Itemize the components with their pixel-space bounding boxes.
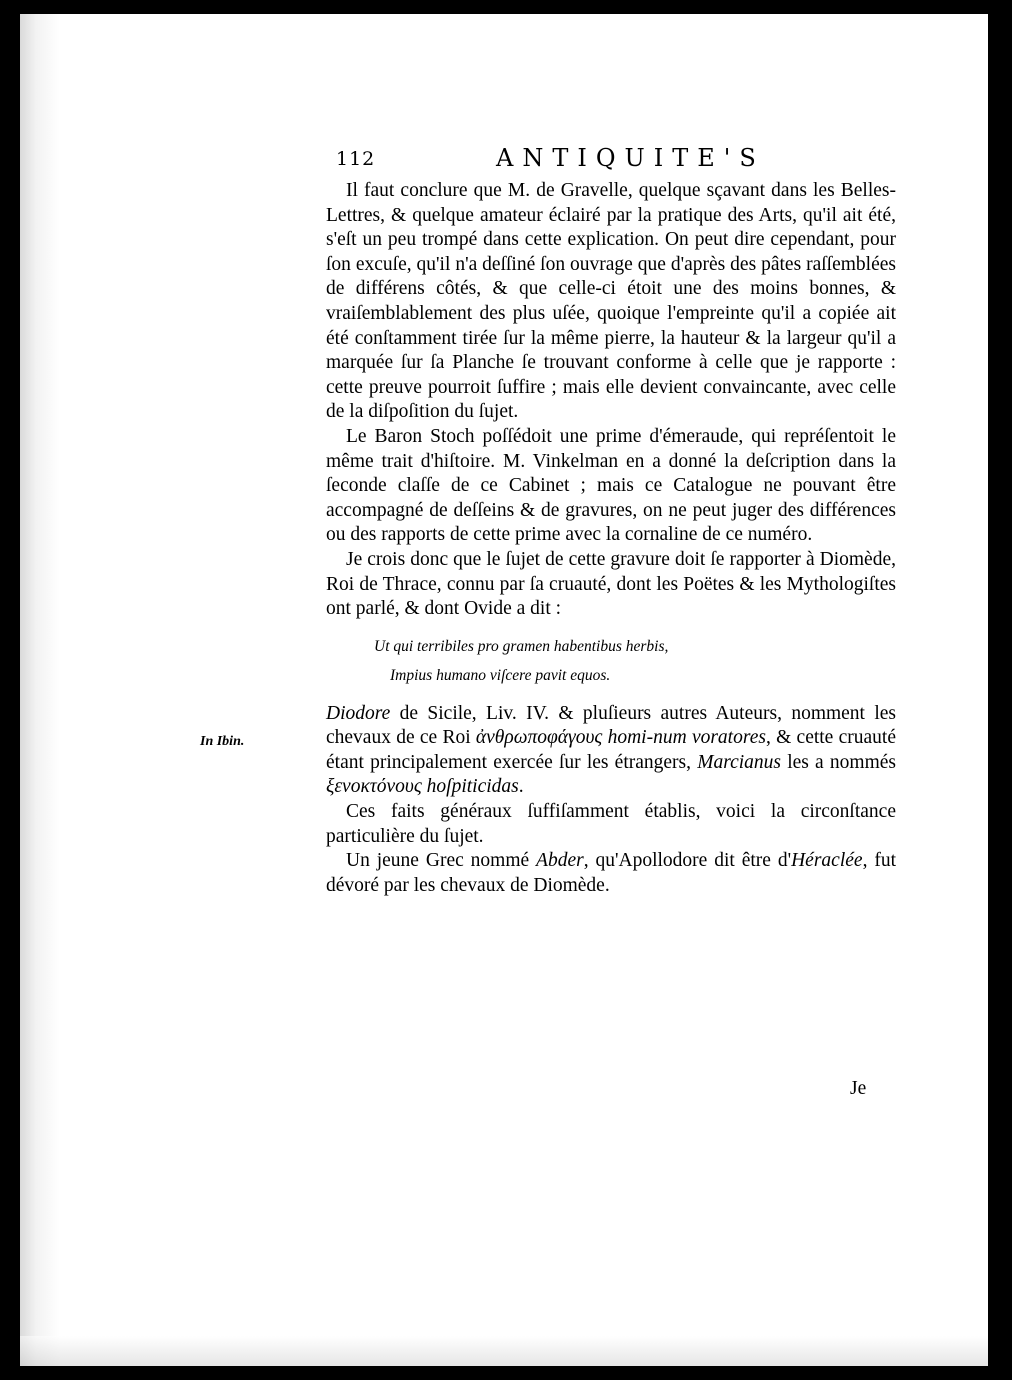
author-name-marcianus: Marcianus xyxy=(697,751,781,773)
paragraph-6-text-a: Un jeune Grec nommé xyxy=(346,850,537,872)
paragraph-4 xyxy=(326,702,896,800)
verse-line-1: Ut qui terribiles pro gramen habentibus herbis, xyxy=(374,637,669,655)
greek-term-1: ἀνθρωποφάγους homi-num voratores xyxy=(475,727,766,749)
place-heraclee: Héraclée xyxy=(791,850,863,872)
paragraph-1: Il faut conclure que M. de Gravelle, quelque sçavant dans les Belles-Lettres, & quelque amateur éclairé par la pratique des Arts, qu'il ait été, s'eſt un peu trompé dans cette explication. On peut dire cependant, pour ſon excuſe, qu'il n'a deſſiné ſon ouvrage que d'après des pâtes raſſemblées de différens côtés, & que celle-ci étoit une des moins bonnes, & vraiſemblablement des plus uſée, quoique l'empreinte qu'il a copiée ait été conſtamment tirée ſur la même pierre, la hauteur & la largeur qu'il a marquée ſur ſa Planche ſe trouvant conforme à celle que je rapporte : cette preuve pourroit ſuffire ; mais elle devient convaincante, avec celle de la diſpoſition du ſujet. xyxy=(326,180,896,423)
catchword: Je xyxy=(850,1078,867,1099)
book-page xyxy=(20,14,988,1366)
page-bottom-shadow xyxy=(20,1336,988,1366)
author-name-diodore: Diodore xyxy=(326,702,391,724)
paragraph-2: Le Baron Stoch poſſédoit une prime d'émeraude, qui repréſentoit le même trait d'hiſtoire. M. Vinkelman en a donné la deſcription dans la ſeconde claſſe de ce Cabinet ; mais ce Catalogue ne pouvant être accompagné de deſſeins & de gravures, on ne peut juger des différences ou des rapports de cette prime avec la cornaline de ce numéro. xyxy=(326,425,896,546)
page-header xyxy=(336,144,896,174)
running-title: ANTIQUITE'S xyxy=(496,144,765,172)
verse-line-2: Impius humano viſcere pavit equos. xyxy=(390,666,611,684)
paragraph-6-text-b: , qu'Apollodore dit être d' xyxy=(583,850,792,872)
paragraph-4-text-b: , & cette cruauté étant principalement exercée ſur les étrangers, xyxy=(326,727,896,773)
body-text xyxy=(326,179,896,898)
paragraph-3: Je crois donc que le ſujet de cette gravure doit ſe rapporter à Diomède, Roi de Thrace, connu par ſa cruauté, dont les Poëtes & les Mythologiſtes ont parlé, & dont Ovide a dit : xyxy=(326,548,896,620)
name-abder: Abder xyxy=(536,850,584,872)
page-edge-shadow xyxy=(20,14,60,1366)
paragraph-5: Ces faits généraux ſuffiſamment établis, voici la circonſtance particulière du ſujet. xyxy=(326,801,896,847)
paragraph-6 xyxy=(326,849,896,898)
paragraph-4-text-c: les a nommés xyxy=(781,751,896,773)
greek-term-2: ξενοκτόνους hoſpiticidas xyxy=(326,776,519,798)
paragraph-6-text-c: , fut dévoré par les chevaux de Diomède. xyxy=(326,850,896,896)
margin-note: In Ibin. xyxy=(200,734,245,749)
page-number: 112 xyxy=(336,148,376,170)
verse-quote xyxy=(326,632,896,690)
paragraph-4-text-a: de Sicile, Liv. IV. & pluſieurs autres Auteurs, nomment les chevaux de ce Roi xyxy=(326,702,896,749)
paragraph-4-text-d: . xyxy=(518,776,524,798)
